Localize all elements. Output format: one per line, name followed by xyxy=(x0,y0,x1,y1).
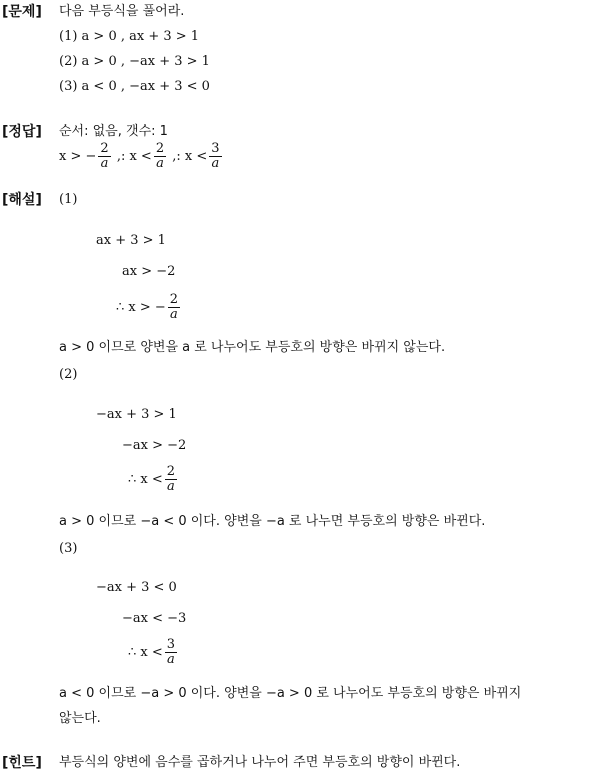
part-2-step-1: −ax + 3 > 1 xyxy=(96,407,177,422)
answer-fraction-2 xyxy=(154,142,166,171)
step-prefix: ∴ x < xyxy=(128,645,163,660)
answer-expression xyxy=(59,139,224,175)
fraction-denominator: a xyxy=(167,479,175,494)
part-1-note: a > 0 이므로 양변을 a 로 나누어도 부등호의 방향은 바뀌지 않는다. xyxy=(59,340,446,355)
part-3-note-line-2: 않는다. xyxy=(59,711,101,726)
hint-text: 부등식의 양변에 음수를 곱하거나 나누어 주면 부등호의 방향이 바뀐다. xyxy=(59,755,461,770)
fraction-numerator: 2 xyxy=(169,292,179,307)
problem-item-2: (2) a > 0 , −ax + 3 > 1 xyxy=(59,54,210,69)
part-3-step-3 xyxy=(128,635,179,671)
fraction-denominator: a xyxy=(100,156,109,171)
step-fraction xyxy=(165,465,177,494)
part-1-step-2: ax > −2 xyxy=(122,264,176,279)
answer-fraction-3 xyxy=(209,142,221,171)
answer-prefix: x > − xyxy=(59,149,97,164)
part-2-note: a > 0 이므로 −a < 0 이다. 양변을 −a 로 나누면 부등호의 방향은 바뀐다. xyxy=(59,514,486,529)
fraction-numerator: 2 xyxy=(166,464,176,479)
answer-tag: [정답] xyxy=(2,124,42,140)
problem-intro: 다음 부등식을 풀어라. xyxy=(59,4,185,19)
answer-separator-1: ,: x < xyxy=(116,149,152,164)
part-3-label: (3) xyxy=(59,541,78,556)
problem-tag: [문제] xyxy=(2,4,42,20)
fraction-denominator: a xyxy=(156,156,164,171)
part-2-label: (2) xyxy=(59,367,78,382)
fraction-denominator: a xyxy=(167,652,175,667)
problem-item-1: (1) a > 0 , ax + 3 > 1 xyxy=(59,29,200,44)
part-2-step-3 xyxy=(128,462,179,498)
fraction-denominator: a xyxy=(211,156,220,171)
answer-fraction-1 xyxy=(98,142,110,171)
answer-meta: 순서: 없음, 갯수: 1 xyxy=(59,124,168,139)
problem-item-3: (3) a < 0 , −ax + 3 < 0 xyxy=(59,79,210,94)
hint-tag: [힌트] xyxy=(2,755,42,771)
fraction-numerator: 3 xyxy=(211,141,220,156)
fraction-denominator: a xyxy=(170,307,178,322)
step-prefix: ∴ x > − xyxy=(116,300,166,315)
step-fraction xyxy=(165,638,177,667)
part-2-step-2: −ax > −2 xyxy=(122,438,187,453)
part-3-note-line-1: a < 0 이므로 −a > 0 이다. 양변을 −a > 0 로 나누어도 부등호의 방향은 바뀌지 xyxy=(59,686,522,701)
part-1-step-1: ax + 3 > 1 xyxy=(96,233,166,248)
fraction-numerator: 3 xyxy=(166,637,176,652)
part-1-step-3 xyxy=(116,290,182,326)
step-prefix: ∴ x < xyxy=(128,472,163,487)
answer-separator-2: ,: x < xyxy=(172,149,208,164)
step-fraction xyxy=(168,293,180,322)
part-3-step-2: −ax < −3 xyxy=(122,611,187,626)
fraction-numerator: 2 xyxy=(100,141,109,156)
part-3-step-1: −ax + 3 < 0 xyxy=(96,580,177,595)
part-1-label: (1) xyxy=(59,192,78,207)
explanation-tag: [해설] xyxy=(2,192,42,208)
fraction-numerator: 2 xyxy=(155,141,165,156)
